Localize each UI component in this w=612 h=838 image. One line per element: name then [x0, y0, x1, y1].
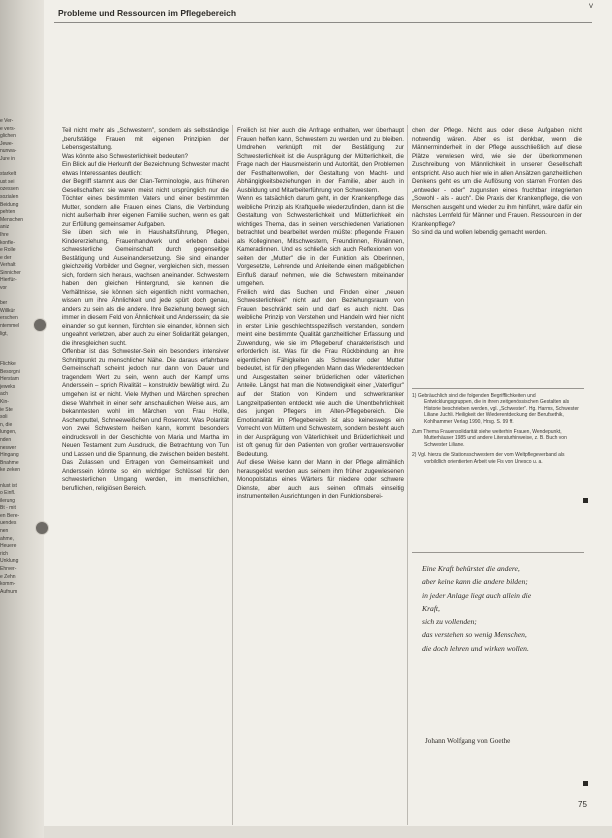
footnotes [412, 393, 584, 469]
facing-page-line: soli [0, 414, 8, 421]
facing-page-line: e Zehn [0, 573, 16, 580]
text-column-3 [412, 127, 582, 238]
footnote: Zum Thema Frauensolidarität siehe weiterhin Frauen, Wendepunkt, Mutterhäuser 1985 und andere Literaturhinweise, z. B. Buch von Schwester Liliane. [412, 429, 567, 448]
facing-page-line: Jure in [0, 155, 16, 162]
quote-line: aber keine kann die andere bilden; [422, 577, 528, 587]
facing-page-line: ie Ste [0, 406, 13, 413]
facing-page-line: Sinnicher [0, 269, 21, 276]
paragraph: Ein Blick auf die Herkunft der Bezeichnung Schwester macht etwas Interessantes deutlich: [62, 161, 229, 177]
paragraph: Offenbar ist das Schwester-Sein ein besonders intensiver Schnittpunkt zu menschlicher Nähe. Die daraus erfahrbare Gemeinschaft scheint jedoch nur dann von Dauer und tragendem Wert zu sein, wenn auch der Kampf ums Anderssein – sprich Rivalität – konstruktiv bewältigt wird. Zu umgehen ist er nicht. Viele Mythen und Märchen sprechen diese Wahrheit in einer sehr anschaulichen Weise aus, am bekanntesten wohl im Märchen von Frau Holle, Aschenputtel, Schneeweißchen und Rosenrot. Was Polarität von zwei Schwestern heißen kann, kommt besonders eindrucksvoll in der Geschichte von Maria und Martha im Neuen Testament zum Ausdruck, die Betrachtung von Tun und Lassen und die Spannung, die zwischen beiden besteht. Das Zulassen und Ertragen von Gemeinsamkeit und Anderssein könnte so ein wichtiger Schlüssel für den schwesterlichen Umgang werden, im menschlichen, beruflichen, religiösen Bereich. [62, 348, 229, 492]
facing-page-line: nen [0, 528, 9, 535]
facing-page-line: nden [0, 436, 12, 443]
page-number: 75 [578, 800, 587, 809]
quote-line: die doch lehren und wirken wollen. [422, 643, 529, 653]
facing-page-line [0, 475, 38, 483]
facing-page-line: Ehrver- [0, 566, 17, 573]
facing-page-line: ntemmel [0, 323, 20, 330]
facing-page-line: Menschen [0, 216, 24, 223]
end-mark [583, 781, 588, 786]
facing-page-line: komm- [0, 581, 16, 588]
facing-page-text [0, 118, 38, 596]
footnote: 1) Gebräuchlich sind die folgenden Begrifflichkeiten und Entwicklungsgruppen, die in ihren zeitgenössischen Gestalten als Historie beschrieben werden, vgl. „Schwester". Hg. Harms, Schwester Liliane Juchli. Heiligkeit der Wiederentdeckung der Berufsethik, Kohlhammer Verlag 1990, Hrsg. S. 99 ff. [412, 393, 579, 425]
facing-page-line: Besorgni [0, 368, 20, 375]
facing-page-line: ligt, [0, 330, 8, 337]
page-header-title: Probleme und Ressourcen im Pflegebereich [58, 8, 237, 18]
facing-page-line: Kin- [0, 398, 9, 405]
facing-page-line: erschen [0, 315, 18, 322]
goethe-quote [422, 562, 588, 655]
facing-page-line: e Ver- [0, 118, 14, 124]
binding-hole [33, 318, 47, 332]
facing-page-line: Jewe- [0, 140, 14, 147]
facing-page-line: pehten [0, 209, 16, 216]
binding-hole [35, 521, 49, 535]
facing-page-line: jeweks [0, 383, 16, 390]
facing-page-line: ozessen [0, 186, 19, 193]
facing-page-line: nunwa- [0, 148, 17, 155]
facing-page-line: e vers- [0, 125, 16, 132]
facing-page-line: nlust ist [0, 482, 17, 489]
facing-page-line: e Rolle [0, 247, 16, 254]
paragraph: Auf diese Weise kann der Mann in der Pflege allmählich herausgelöst werden aus seinem ihm früher zugewiesenen Monopolstatus eines Wärters für niedere oder schwere Dienste, aber auch aus seinen oftmals einseitig instrumentellen Ausrichtungen in den Funktionsberei- [237, 459, 404, 501]
facing-page-line: Ihre [0, 231, 9, 238]
facing-page-line: ber [0, 300, 8, 307]
facing-page-line: Heuere [0, 543, 17, 550]
quote-line: Eine Kraft behürstet die andere, [422, 564, 520, 573]
facing-page-line: Beidung [0, 201, 19, 208]
facing-page-line: uendes [0, 520, 17, 527]
corner-marker: V [589, 4, 594, 10]
facing-page-line: Unklung [0, 558, 19, 565]
column-divider [232, 125, 233, 825]
facing-page-line [0, 293, 38, 301]
facing-page-line [0, 164, 38, 172]
footnote: 2) Vgl. hierzu die Stationsschwestern der vom Weltpflegeverband als vorbildlich orientierten Arbeit wie Fis von Unesco u. a. [412, 452, 565, 465]
facing-page-line: rich [0, 550, 9, 557]
quote-line: das verstehen so wenig Menschen, [422, 630, 527, 640]
facing-page-line: Bnahme [0, 459, 19, 466]
facing-page-line: ust sei [0, 178, 15, 185]
paragraph: der Begriff stammt aus der Clan-Terminologie, aus früheren Gesellschaften: sie waren meist nicht ursprünglich nur die Töchter eines bestimmten Vaters und einer bestimmten Mutter, sondern alle Frauen eines Clans, die Verbindung nicht außerhalb ihrer eigenen Familie suchen, wenn es galt zur Erfüllung gemeinsamer Aufgaben. [62, 178, 229, 228]
facing-page-line: o Einfl. [0, 490, 16, 497]
facing-page-line: Hingang [0, 452, 19, 459]
facing-page-line: en Bere- [0, 512, 20, 519]
facing-page-line [0, 338, 38, 346]
paragraph: So sind da und wollen lebendig gemacht werden. [412, 229, 547, 237]
paragraph: Was könnte also Schwesterlichkeit bedeuten? [62, 152, 188, 160]
facing-page-line: ilerung [0, 497, 16, 504]
facing-page-line: neswer [0, 444, 17, 451]
page-bottom-edge [44, 826, 612, 838]
facing-page-line: lungen, [0, 429, 17, 436]
facing-page-line: starkelt [0, 171, 17, 178]
facing-page-line: Hierfür- [0, 277, 17, 284]
quote-line: Kraft, [422, 603, 440, 613]
paragraph: chen der Pflege. Nicht aus oder diese Aufgaben nicht notwendig wären. Aber es ist denkbar, wenn die Männerminderheit in der Pflege ausschließlich auf diese Plätze verwiesen wird, wie sie der überkommenen Zuschreibung von Männlichkeit in unserer Gesellschaft entspricht. Also auch hier wie in allen Ansätzen ganzheitlichen Denkens geht es um die Auflösung von starren Fronten des „entweder - oder" zugunsten eines fruchtbar integrierten „Sowohl - als - auch". Die Praxis der Krankenpflege, die von Menschen ausgeht und wieder zu ihm hinführt, wäre dafür ein nächstes Lernfeld für Männer und Frauen. Ressourcen in der Krankenpflege? [412, 127, 582, 228]
facing-page-line: aniz [0, 224, 10, 231]
facing-page-line: Herstam [0, 376, 19, 383]
facing-page-line: konfle- [0, 239, 16, 246]
facing-page-gutter [0, 0, 44, 838]
facing-page-line [0, 353, 38, 361]
paragraph: Sie üben sich wie in Haushaltsführung, Pflegen, Kindererziehung, Frauenhandwerk und erleben dabei schwesterliche Gemeinschaft durch gegenseitige Bestätigung und Auseinandersetzung. Sie sind einander gleichzeitig Vorbilder und Gegner, vergleichen sich, messen sich, fordern sich heraus, wachsen aneinander. Schwestern haben den gleichen Hintergrund, sie kennen die Verhältnisse, sie können sich eigentlich nicht vormachen, wissen um ihre Ähnlichkeit und jede spürt doch genau, anders zu sein als die andere. Ihre Beziehung bewegt sich immer in diesem Feld von Ähnlichkeit und Anderssein; da sie einander so gut kennen, fürchten sie einander, können sich ungeahnt verletzen, aber auch zu einer Solidarität gelangen, die ihresgleichen sucht. [62, 229, 229, 347]
facing-page-line: ahme, [0, 535, 14, 542]
text-column-2 [237, 127, 404, 502]
quote-rule [412, 552, 584, 553]
paragraph: Freilich wird das Suchen und Finden einer „neuen Schwesterlichkeit" nicht auf den Beziehungsraum von Frauen beschränkt sein und darf es auch nicht. Das weibliche Prinzip von Verstehen und Handeln wird hier nicht in erster Linie geschlechtsspezifisch verstanden, sondern meint eine bestimmte Qualität ganzheitlicher Erfassung und Zuwendung, wie sie im Pflegeberuf charakteristisch und erforderlich ist. Was für die Frau Rückbindung an ihre eigentlichen Fähigkeiten als Schwester oder Mutter bedeutet, ist für den pflegenden Mann das Wiederentdecken und Ausgestalten seiner brüderlichen oder väterlichen Anteile. Längst hat man die Notwendigkeit einer „Vaterfigur" auf der Station von Kindern und schwerkranker Langzeitpatienten entdeckt wie auch die Unentbehrlichkeit des jungen Pflegers im Alten-Pflegebereich. Die Emotionalität im Pflegebereich ist also keineswegs ein Vorrecht von Müttern und Schwestern, sondern besteht auch in der Ausprägung von Väterlichkeit und Brüderlichkeit und ist oft genug für den Patienten von großer vertrauensvoller Bedeutung. [237, 288, 404, 458]
facing-page-line: sozialen [0, 193, 19, 200]
column-divider [407, 125, 408, 825]
facing-page-line [0, 346, 38, 354]
facing-page-line: n, die [0, 421, 13, 428]
facing-page-line: Verhalt [0, 262, 16, 269]
facing-page-line: ke zeken [0, 467, 21, 474]
facing-page-line: Willkür [0, 307, 15, 314]
quote-author: Johann Wolfgang von Goethe [425, 737, 511, 745]
facing-page-line: glichen [0, 133, 16, 140]
text-column-1 [62, 127, 229, 493]
facing-page-line: Aufnum [0, 588, 18, 595]
paragraph: Freilich ist hier auch die Anfrage enthalten, wer überhaupt Frauen helfen kann, Schwestern zu werden und zu bleiben. Umdrehen verknüpft mit der Bestätigung zur Schwesterlichkeit ist die Ausprägung der Mütterlichkeit, die Frage nach der Hausmeisterin und Autorität, den Problemen der Festhaltenwollen, der Gestaltung von Macht- und Abhängigkeitsbeziehungen in der Familie, aber auch in Ausbildung und Mitarbeiterführung von Schwestern. [237, 127, 404, 194]
quote-line: sich zu vollenden; [422, 617, 477, 627]
facing-page-line: Flichke [0, 361, 16, 367]
facing-page-line: ach [0, 391, 9, 398]
end-mark [583, 498, 588, 503]
facing-page-line: vor [0, 285, 7, 292]
facing-page-line: Bt - mit [0, 505, 16, 512]
quote-line: in jeder Anlage liegt auch allein die [422, 590, 532, 600]
header-rule [54, 22, 592, 23]
paragraph: Teil nicht mehr als „Schwestern", sondern als selbständige „berufstätige Frauen mit eigenen Prinzipien der Lebensgestaltung. [62, 127, 229, 152]
facing-page-line: e der [0, 254, 12, 261]
footnote-rule [412, 388, 584, 389]
paragraph: Wenn es tatsächlich darum geht, in der Krankenpflege das weibliche Prinzip als Kraftquelle wiederzufinden, dann ist die Gestaltung von Schwesterlichkeit und Mütterlichkeit ein wichtiges Thema, das in seinen verschiedenen Variationen betrachtet und bearbeitet werden müßte: pflegende Frauen als Kolleginnen, Mitschwestern, Freundinnen, Rivalinnen, Kameradinnen. Und es schließe sich auch Reflexionen von seiten der „Mutter" die in der Funktion als Oberinnen, Vorgesetzte, Lehrende und Anleitende einen maßgeblichen Einfluß darauf nehmen, wie die Schwestern miteinander umgehen. [237, 195, 404, 288]
